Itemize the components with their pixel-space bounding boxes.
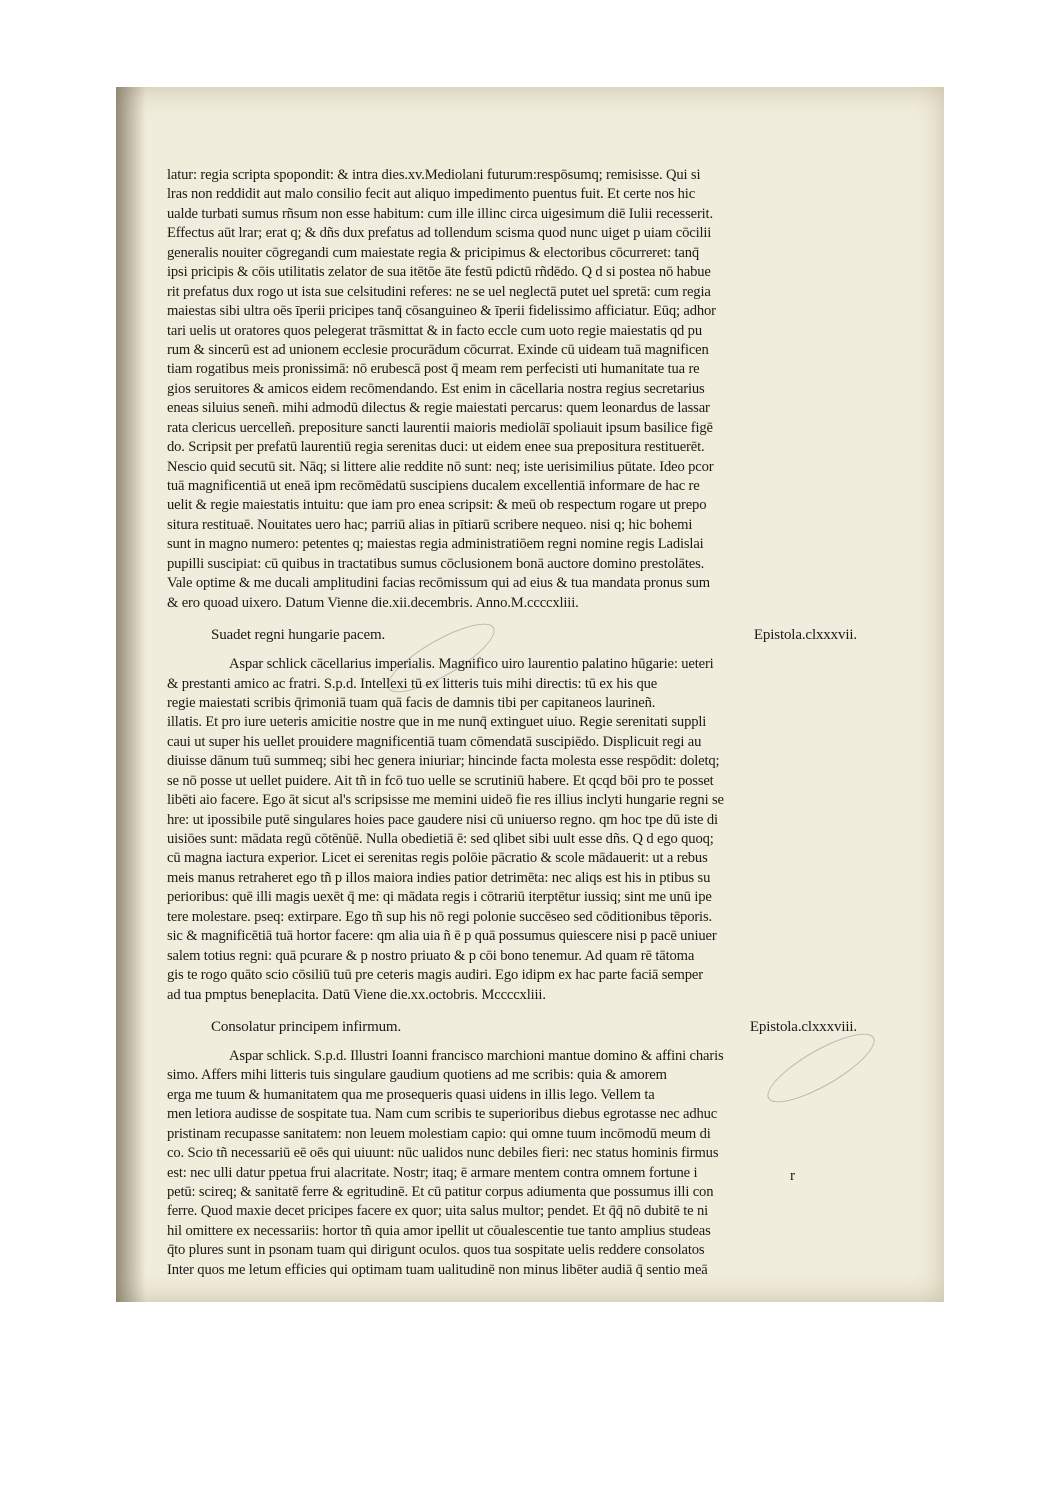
letter-3-number: Epistola.clxxxviii. (749, 1018, 857, 1035)
text-line: salem totius regni: quā pcurare & p nostro priuato & p cōi bono tenemur. Ad quam rē tātoma (167, 947, 695, 964)
letter-2-number: Epistola.clxxxvii. (753, 627, 857, 644)
text-line: ad tua pmptus beneplacita. Datū Viene die.xx.octobris. Mccccxliii. (167, 986, 546, 1003)
text-line: Inter quos me letum efficies qui optimam tuam ualitudinē non minus libēter audiā q̄ sentio meā (167, 1261, 708, 1278)
text-line: gios seruitores & amicos eidem recōmendando. Est enim in cācellaria nostra regius secretarius (167, 380, 705, 397)
text-line: generalis nouiter cōgregandi cum maiestate regia & pricipimus & electoribus cōcurreret: tanq̄ (167, 244, 700, 261)
text-line: & ero quoad uixero. Datum Vienne die.xii.decembris. Anno.M.ccccxliii. (167, 594, 579, 611)
text-line: q̄to plures sunt in psonam tuam qui dirigunt oculos. quos tua sospitate uelis reddere consolatos (167, 1242, 705, 1259)
text-line: Effectus aūt lrar; erat q; & dñs dux prefatus ad tollendum scisma quod nunc uiget p uiam cōcilii (167, 225, 712, 242)
text-line: diuisse dānum tuū summeq; sibi hec genera iniuriar; hincinde facta molesta esse respōdit: doletq; (167, 753, 720, 770)
text-line: cū magna iactura experior. Licet ei serenitas regis polōie pācratio & scole mādauerit: ut a rebus (167, 850, 708, 867)
letter-3-summary: Consolatur principem infirmum. (211, 1018, 402, 1035)
text-line: uisiōes sunt: mādata regū cōtēnūē. Nulla obedietiā ē: sed qlibet sibi uult esse dñs. Q d ego quoq; (167, 831, 714, 847)
text-line: tere molestare. pseq: extirpare. Ego tñ sup his nō regi polonie succēseo sed cōditionibus tēporis. (167, 908, 712, 925)
text-line: erga me tuum & humanitatem qua me prosequeris quasi uidens in illis lego. Vellem ta (167, 1086, 655, 1103)
text-line: sunt in magno numero: petentes q; maiestas regia administratiōem regni nomine regis Ladislai (167, 536, 704, 553)
text-line: men letiora audisse de sospitate tua. Nam cum scribis te superioribus diebus egrotasse nec adhuc (167, 1106, 718, 1123)
text-line: rata clericus uercelleñ. prepositure sancti laurentii maioris mediolāī spoliauit ipsum basilice figē (167, 419, 713, 436)
text-line: perioribus: quē illi magis uexēt q̄ me: qi mādata regis i cōtrariū iterptētur iussiq; sint me unū ipe (167, 889, 712, 906)
text-line: se nō posse ut uellet puidere. Ait tñ in fcō tuo uelle se scrutiniū habere. Et qcqd bōi pro te posset (167, 772, 714, 789)
text-line: tiam rogatibus meis pronissimā: nō erubescā post q̄ meam rem perfecisti uti humanitate tua re (167, 361, 700, 378)
text-line: & prestanti amico ac fratri. S.p.d. Intellexi tū ex litteris tuis mihi directis: tū ex his que (167, 675, 658, 692)
text-line: caui ut super his uellet prouidere magnificentiā tuam cōmendatā suscipiēdo. Displicuit regi au (167, 733, 702, 750)
text-line: hre: ut ipossibile putē singulares hoies pace gaudere nisi cū uniuerso regno. qm hoc tpe dū iste di (167, 811, 718, 828)
text-line: Aspar schlick cācellarius imperialis. Magnifico uiro laurentio palatino hūgarie: ueteri (229, 656, 714, 673)
text-line: eneas siluius seneñ. mihi admodū dilectus & regie maiestati percarus: quem leonardus de lassar (167, 400, 710, 417)
text-line: Aspar schlick. S.p.d. Illustri Ioanni francisco marchioni mantue domino & affini charis (229, 1047, 724, 1064)
letter-1-body (167, 166, 857, 613)
text-line: do. Scripsit per prefatū laurentiū regia serenitas duci: ut eidem enee sua prepositura restituerēt. (167, 439, 705, 456)
letter-3-heading (167, 1014, 857, 1041)
document-text (167, 166, 857, 1280)
text-line: Nescio quid secutū sit. Nāq; si littere alie reddite nō sunt: neq; iste uerisimilius pūtate. Ideo pcor (167, 458, 714, 475)
text-line: rit prefatus dux rogo ut ista sue celsitudini referes: ne se uel neglectā putet uel spretā: cum regia (167, 283, 711, 300)
text-line: uelit & regie maiestatis intuitu: que iam pro enea scripsit: & meū ob respectum rogare ut prepo (167, 497, 707, 514)
text-line: situra restituaē. Nouitates uero hac; parriū alias in pītiarū scribere nequeo. nisi q; hic bohemi (167, 516, 693, 533)
text-line: gis te rogo quāto scio cōsiliū tuū pre ceteris magis audiri. Ego idipm ex hac parte faciā semper (167, 967, 703, 984)
text-line: tari uelis ut oratores quos pelegerat trāsmittat & in facto eccle cum uoto regie maiestatis qd pu (167, 322, 702, 339)
text-line: maiestas sibi ultra oēs īperii pricipes tanq̄ cōsanguineo & īperii fidelissimo afficiatur. Eūq; adhor (167, 303, 716, 320)
text-line: hil omittere ex necessariis: hortor tñ quia amor ipellit ut cōualescentie tue tanto amplius studeas (167, 1222, 711, 1239)
text-line: tuā magnificentiā ut eneā ipm recōmēdatū suscipiens ducalem excellentiā informare de hac re (167, 478, 700, 494)
text-line: libēti aio facere. Ego āt sicut al's scripsisse me memini uideō fie res illius inclyti hungarie regni se (167, 792, 724, 809)
text-line: Vale optime & me ducali amplitudini facias recōmissum qui ad eius & tua mandata pronus sum (167, 575, 710, 592)
text-line: meis manus retraheret ego tñ p illos maiora indies patior detrimēta: nec aliqs est his in ptibus su (167, 869, 711, 886)
text-line: petū: scireq; & sanitatē ferre & egritudinē. Et cū patitur corpus adiumenta que possumus illi con (167, 1184, 714, 1200)
signature-mark: r (790, 1168, 795, 1184)
text-line: est: nec ulli datur ppetua frui alacritate. Nostr; itaq; ē armare mentem contra omnem fortune i (167, 1164, 698, 1181)
text-line: simo. Affers mihi litteris tuis singulare gaudium quotiens ad me scribis: quia & amorem (167, 1067, 667, 1084)
text-line: ferre. Quod maxie decet pricipes facere ex quor; uita salus multor; pendet. Et q̄q̄ nō dubitē te ni (167, 1203, 709, 1220)
letter-2-heading (167, 622, 857, 649)
text-line: lras non reddidit aut malo consilio fecit aut aliquo impedimento puentus fuit. Et certe nos hic (167, 186, 696, 203)
text-line: latur: regia scripta spopondit: & intra dies.xv.Mediolani futurum:respōsumq; remisisse. Qui si (167, 167, 701, 183)
letter-2-body (167, 655, 857, 1005)
text-line: regie maiestati scribis q̄rimoniā tuam quā facis de damnis tibi per capitaneos laurineñ. (167, 694, 656, 711)
text-line: co. Scio tñ necessariū eē oēs qui uiuunt: nūc ualidos nunc debiles fieri: nec status hominis firmus (167, 1145, 719, 1162)
text-line: illatis. Et pro iure ueteris amicitie nostre que in me nunq̄ extinguet uiuo. Regie serenitati suppli (167, 714, 707, 731)
text-line: sic & magnificētiā tuā hortor facere: qm alia uia ñ ē p quā possumus quiescere nisi p pacē uniuer (167, 928, 717, 945)
text-line: pristinam recupasse sanitatem: non leuem molestiam capio: qui omne tuum incōmodū meum di (167, 1125, 711, 1142)
text-line: rum & sincerū est ad unionem ecclesie procurādum cōcurrat. Exinde cū uideam tuā magnificen (167, 341, 709, 358)
letter-3-body (167, 1047, 857, 1280)
text-line: pupilli suscipiat: cū quibus in tractatibus sumus cōclusionem bonā auctore domino prestolātes. (167, 555, 705, 572)
text-line: ipsi pricipis & cōis utilitatis zelator de sua itētōe āte festū pdictū rñdēdo. Q d si postea nō habue (167, 264, 711, 281)
letter-2-summary: Suadet regni hungarie pacem. (211, 627, 386, 644)
page-edge-shadow (116, 87, 146, 1302)
text-line: ualde turbati sumus rñsum non esse habitum: cum ille illinc circa uigesimum diē Iulii recesserit. (167, 205, 713, 222)
